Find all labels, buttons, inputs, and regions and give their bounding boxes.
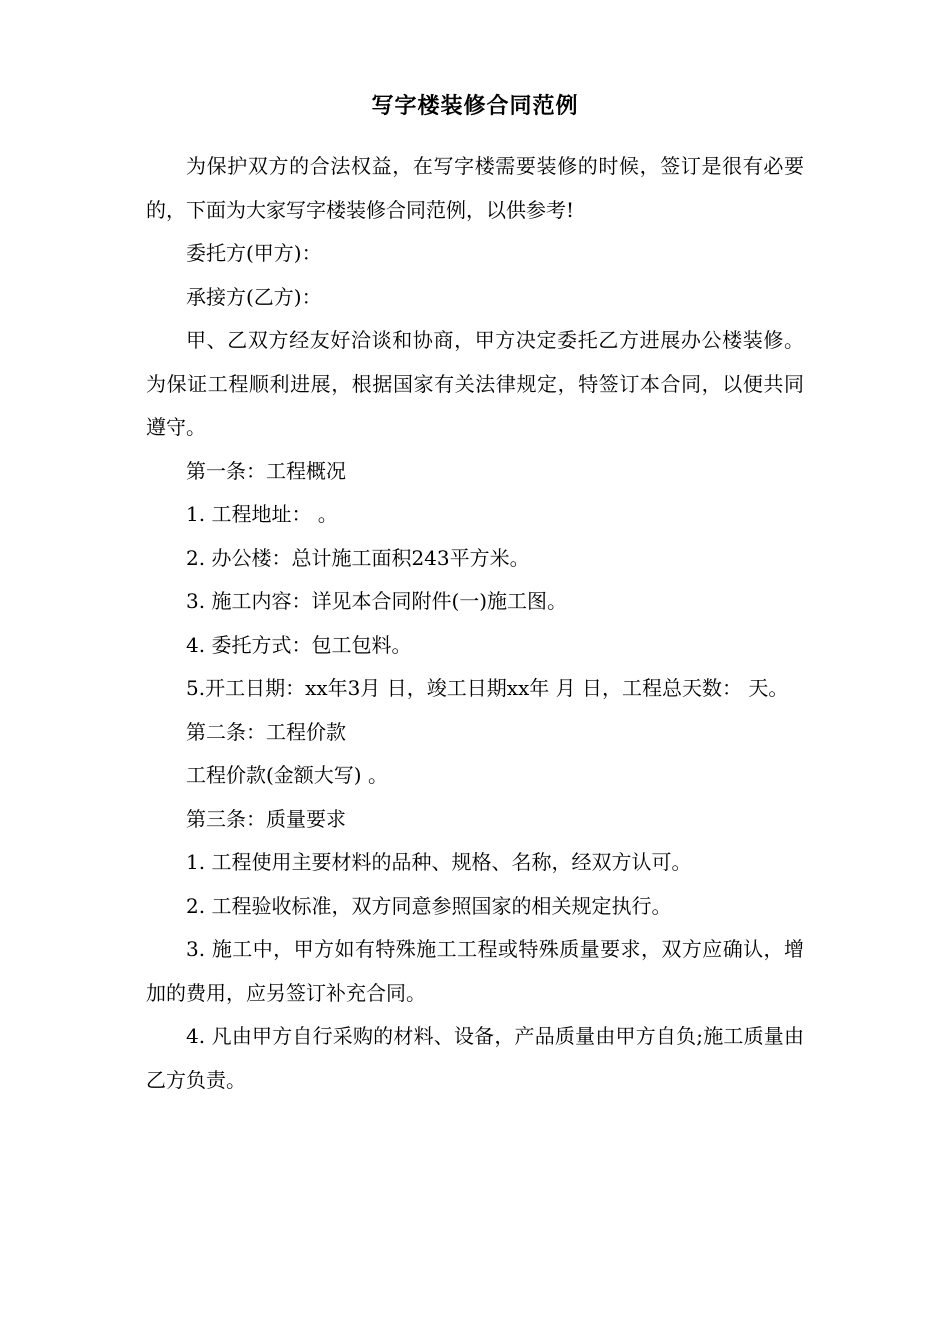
list-item: 4. 委托方式：包工包料。 [186,632,412,657]
list-item: 4. 凡由甲方自行采购的材料、设备，产品质量由甲方自负;施工质量由乙方负责。 [146,1024,804,1092]
paragraph-intro: 为保护双方的合法权益，在写字楼需要装修的时候，签订是很有必要的，下面为大家写字楼装修合同范例，以供参考! [146,154,804,222]
list-item: 3. 施工中，甲方如有特殊施工工程或特殊质量要求，双方应确认，增加的费用，应另签订补充合同。 [146,937,804,1005]
list-item: 1. 工程地址： 。 [186,502,338,526]
list-item: 2. 办公楼：总计施工面积243平方米。 [186,545,530,570]
paragraph-client: 委托方(甲方)： [186,241,322,265]
list-item: 5.开工日期：xx年3月 日，竣工日期xx年 月 日，工程总天数： 天。 [186,676,789,700]
list-item: 2. 工程验收标准，双方同意参照国家的相关规定执行。 [186,893,672,918]
section-heading-2: 第二条：工程价款 [186,719,346,744]
list-item: 3. 施工内容：详见本合同附件(一)施工图。 [186,589,568,613]
section-heading-1: 第一条：工程概况 [186,458,346,483]
section-heading-3: 第三条：质量要求 [186,806,346,831]
paragraph-price: 工程价款(金额大写) 。 [186,763,388,787]
document-body [146,145,804,1102]
paragraph-contractor: 承接方(乙方)： [186,284,322,309]
list-item: 1. 工程使用主要材料的品种、规格、名称，经双方认可。 [186,850,692,874]
paragraph-agreement: 甲、乙双方经友好洽谈和协商，甲方决定委托乙方进展办公楼装修。为保证工程顺利进展，根据国家有关法律规定，特签订本合同，以便共同遵守。 [146,328,804,439]
document-title: 写字楼装修合同范例 [371,94,579,119]
